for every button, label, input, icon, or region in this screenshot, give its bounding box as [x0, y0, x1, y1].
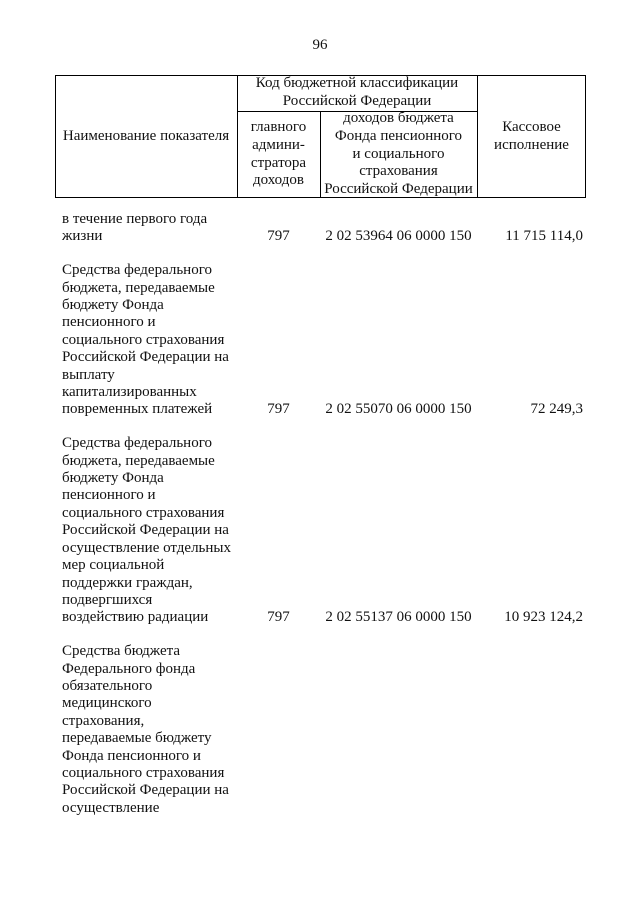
row-admin-code: 797 [267, 401, 290, 418]
row-admin-code: 797 [267, 228, 290, 245]
row-name: в течение первого года жизни [62, 211, 208, 245]
header-amount-column: Кассовое исполнение [494, 118, 569, 153]
table-row [62, 211, 586, 246]
row-name: Средства бюджета Федерального фонда обязательного медицинского страхования, передаваемые бюджету Фонда пенсионного и социального страхования Российской Федерации на осуществление [62, 643, 229, 816]
page-number: 96 [312, 37, 328, 53]
row-name: Средства федерального бюджета, передаваемые бюджету Фонда пенсионного и социального страхования Российской Федерации на осуществление отдельных мер социальной поддержки граждан, подвергшихся воздействию радиации [62, 435, 231, 626]
table-body [62, 211, 586, 817]
row-amount: 10 923 124,2 [504, 609, 583, 626]
row-name: Средства федерального бюджета, передаваемые бюджету Фонда пенсионного и социального страхования Российской Федерации на выплату капитализированных повременных платежей [62, 262, 229, 418]
row-income-code: 2 02 53964 06 0000 150 [325, 228, 472, 245]
row-amount: 72 249,3 [530, 401, 583, 418]
header-admin-column: главного админи- стратора доходов [250, 119, 307, 189]
row-income-code: 2 02 55070 06 0000 150 [325, 401, 472, 418]
table-row [62, 643, 586, 817]
header-income-column: доходов бюджета Фонда пенсионного и социального страхования Российской Федерации [324, 110, 473, 198]
header-name-column: Наименование показателя [62, 127, 230, 144]
row-income-code: 2 02 55137 06 0000 150 [325, 609, 472, 626]
table-row [62, 262, 586, 419]
row-amount: 11 715 114,0 [505, 228, 583, 245]
table-row [62, 435, 586, 626]
row-admin-code: 797 [267, 609, 290, 626]
header-code-group: Код бюджетной классификации Российской Федерации [255, 75, 459, 109]
